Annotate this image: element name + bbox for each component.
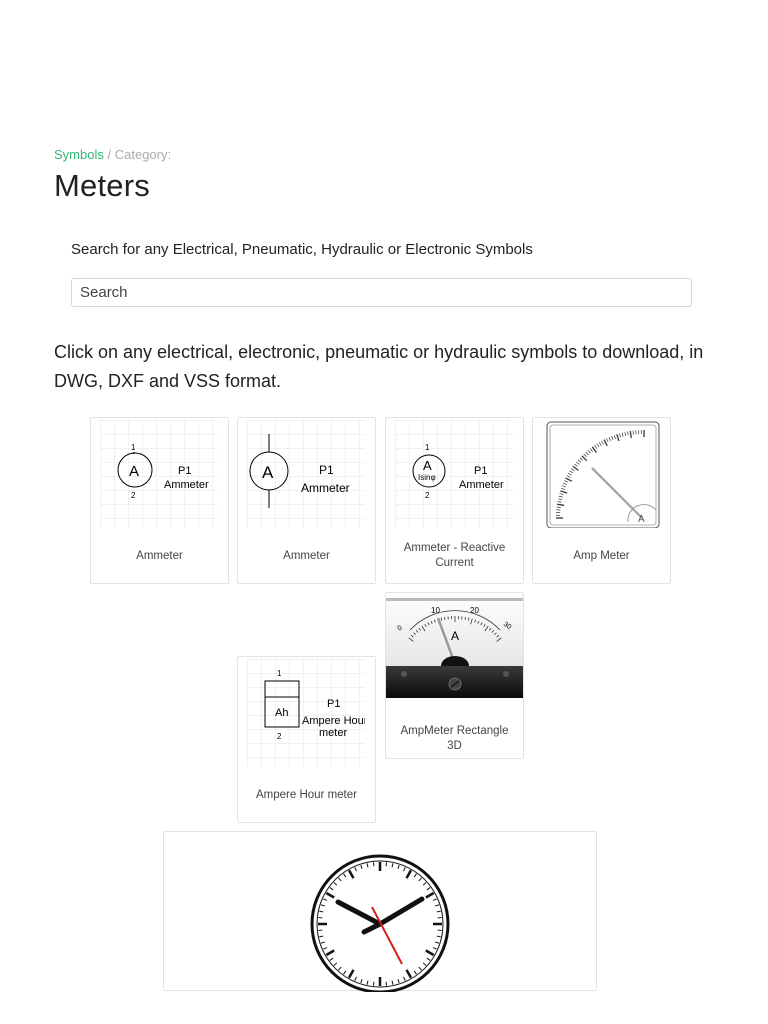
gauge-unit-letter: A: [451, 629, 460, 643]
symbol-name: Ammeter: [164, 479, 209, 491]
ammeter-line-symbol-icon: [247, 420, 365, 528]
symbol-card-ammeter-reactive-current[interactable]: [385, 417, 524, 584]
page-title: Meters: [54, 168, 150, 203]
symbol-card-ampere-hour-meter[interactable]: [237, 656, 376, 823]
symbol-caption: Ampere Hour meter: [256, 789, 357, 801]
amp-meter-gauge-icon: [542, 420, 660, 528]
ammeter-symbol-icon: [100, 420, 218, 528]
symbol-card-ampmeter-rectangle-3d[interactable]: [385, 592, 524, 759]
gauge-unit-letter: A: [638, 514, 645, 525]
symbol-letter: Ah: [275, 707, 289, 719]
symbol-card-ammeter[interactable]: [90, 417, 229, 584]
symbol-name: Ammeter: [301, 481, 350, 495]
breadcrumb-category-label: Category:: [114, 147, 172, 162]
symbol-ref: P1: [474, 465, 488, 477]
ammeter-reactive-symbol-icon: [395, 420, 513, 528]
pin-bottom-label: 2: [425, 491, 430, 500]
pin-top-label: 1: [131, 443, 136, 452]
symbol-ref: P1: [319, 463, 334, 477]
symbol-thumbnail: [542, 420, 660, 528]
symbol-name-line1: Ampere Hour: [302, 715, 365, 727]
symbol-card-ammeter-2[interactable]: [237, 417, 376, 584]
symbol-thumbnail: [247, 659, 365, 767]
symbol-name-line2: meter: [319, 727, 348, 739]
pin-bottom-label: 2: [277, 732, 282, 741]
symbol-sub-label: Isinφ: [418, 473, 436, 482]
symbol-caption: Ammeter: [283, 550, 330, 562]
gauge-tick-0: 0: [396, 624, 404, 633]
symbol-letter: A: [129, 463, 140, 480]
symbol-caption: Ammeter: [136, 550, 183, 562]
clock-icon: [300, 832, 460, 992]
ampere-hour-meter-symbol-icon: [247, 659, 365, 767]
symbol-ref: P1: [327, 698, 341, 710]
gauge-tick-30: 30: [501, 620, 513, 632]
symbol-thumbnail: [395, 420, 513, 528]
breadcrumb-separator: /: [107, 147, 112, 162]
symbol-thumbnail: [247, 420, 365, 528]
symbol-thumbnail: [386, 598, 523, 698]
search-label: Search for any Electrical, Pneumatic, Hydraulic or Electronic Symbols: [71, 241, 533, 258]
breadcrumb-symbols-link[interactable]: Symbols: [54, 147, 104, 162]
symbol-ref: P1: [178, 465, 192, 477]
symbol-letter: A: [423, 458, 432, 473]
pin-top-label: 1: [277, 669, 282, 678]
breadcrumb: [54, 147, 171, 162]
search-input[interactable]: [71, 278, 692, 307]
ampmeter-3d-gauge-icon: [386, 598, 523, 698]
pin-top-label: 1: [425, 443, 430, 452]
symbol-caption: Amp Meter: [573, 550, 630, 562]
symbol-thumbnail: [100, 420, 218, 528]
symbol-name: Ammeter: [459, 479, 504, 491]
symbol-letter: A: [262, 463, 274, 482]
symbol-card-clock[interactable]: [163, 831, 597, 991]
gauge-tick-10: 10: [431, 606, 440, 615]
gauge-tick-20: 20: [470, 606, 479, 615]
pin-bottom-label: 2: [131, 491, 136, 500]
intro-text: Click on any electrical, electronic, pneumatic or hydraulic symbols to download, in DWG, DXF and VSS format.: [54, 342, 704, 391]
symbol-card-amp-meter[interactable]: [532, 417, 671, 584]
symbol-caption: AmpMeter Rectangle 3D: [400, 725, 509, 752]
symbol-caption: Ammeter - Reactive Current: [403, 542, 506, 569]
